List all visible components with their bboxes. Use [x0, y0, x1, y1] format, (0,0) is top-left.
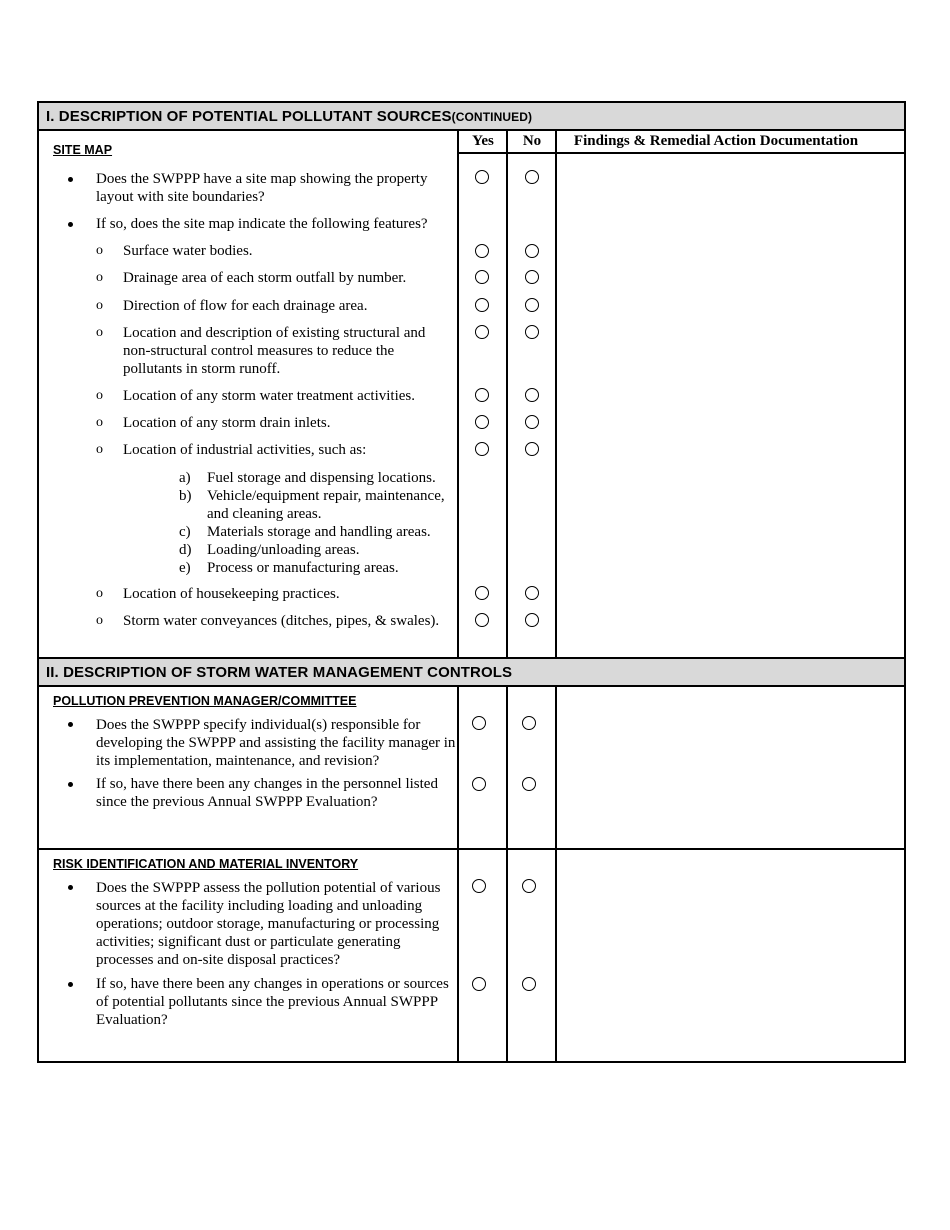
no-col-left-2	[506, 685, 508, 1063]
sub-bullet: o	[96, 243, 103, 258]
feature-conveyances: Storm water conveyances (ditches, pipes, & swales).	[123, 613, 440, 629]
industrial-vehicle-repair: Vehicle/equipment repair, maintenance, and cleaning areas.	[207, 488, 445, 522]
findings-col-left-1	[555, 129, 557, 659]
yes-radio-risk-q1[interactable]	[472, 879, 486, 893]
yes-radio-risk-q2[interactable]	[472, 977, 486, 991]
sub-bullet: o	[96, 388, 103, 403]
feature-surface-water: Surface water bodies.	[123, 243, 253, 259]
sub-bullet: o	[96, 442, 103, 457]
no-radio-treatment-activities[interactable]	[525, 388, 539, 402]
section2-title: II. DESCRIPTION OF STORM WATER MANAGEMENT CONTROLS	[46, 664, 513, 681]
industrial-letter-a: a)	[179, 470, 191, 486]
industrial-loading-areas: Loading/unloading areas.	[207, 542, 360, 558]
no-radio-pollution-q1[interactable]	[522, 716, 536, 730]
pollution-question-2: If so, have there been any changes in the personnel listed since the previous Annual SWPPP Evaluation?	[96, 776, 438, 810]
yes-radio-housekeeping[interactable]	[475, 586, 489, 600]
pollution-prevention-heading: POLLUTION PREVENTION MANAGER/COMMITTEE	[53, 694, 357, 708]
feature-drainage-area: Drainage area of each storm outfall by number.	[123, 270, 407, 286]
no-radio-flow-direction[interactable]	[525, 298, 539, 312]
section1-title-suffix: (CONTINUED)	[451, 110, 533, 124]
no-radio-drainage-area[interactable]	[525, 270, 539, 284]
feature-housekeeping: Location of housekeeping practices.	[123, 586, 340, 602]
industrial-fuel-storage: Fuel storage and dispensing locations.	[207, 470, 436, 486]
yes-column-header: Yes	[472, 133, 494, 149]
findings-cell-risk-identification[interactable]	[558, 851, 903, 1060]
section1-title	[46, 108, 532, 125]
site-map-question-1: Does the SWPPP have a site map showing the property layout with site boundaries?	[96, 171, 428, 205]
site-map-question-2: If so, does the site map indicate the following features?	[96, 216, 428, 232]
no-col-left-1	[506, 129, 508, 659]
feature-industrial-activities: Location of industrial activities, such as:	[123, 442, 367, 458]
risk-question-2: If so, have there been any changes in operations or sources of potential pollutants since the previous Annual SWPPP Evaluation?	[96, 976, 449, 1028]
yes-radio-flow-direction[interactable]	[475, 298, 489, 312]
yes-radio-pollution-q2[interactable]	[472, 777, 486, 791]
pollution-bottom-border	[38, 848, 906, 850]
yes-radio-control-measures[interactable]	[475, 325, 489, 339]
bullet	[68, 222, 73, 227]
bullet	[68, 885, 73, 890]
no-radio-risk-q2[interactable]	[522, 977, 536, 991]
table-left-border	[37, 101, 39, 1063]
table-bottom-border	[38, 1061, 906, 1063]
no-radio-control-measures[interactable]	[525, 325, 539, 339]
no-column-header: No	[522, 133, 542, 149]
yes-radio-pollution-q1[interactable]	[472, 716, 486, 730]
no-radio-industrial-activities[interactable]	[525, 442, 539, 456]
site-map-heading: SITE MAP	[53, 143, 113, 157]
yes-radio-drain-inlets[interactable]	[475, 415, 489, 429]
yes-col-left-2	[457, 685, 459, 1063]
industrial-materials-storage: Materials storage and handling areas.	[207, 524, 431, 540]
yes-radio-surface-water[interactable]	[475, 244, 489, 258]
site-map-bottom-border	[38, 657, 906, 659]
feature-control-measures: Location and description of existing structural and non-structural control measures to reduce the pollutants in storm runoff.	[123, 325, 426, 377]
sub-bullet: o	[96, 415, 103, 430]
pollution-question-1: Does the SWPPP specify individual(s) responsible for developing the SWPPP and assisting the facility manager in its implementation, maintenance, and revision?	[96, 717, 456, 769]
risk-question-1: Does the SWPPP assess the pollution potential of various sources at the facility including loading and unloading operations; outdoor storage, manufacturing or processing activities; significant dust or particulate generating processes and on-site disposal practices?	[96, 880, 441, 968]
yes-radio-treatment-activities[interactable]	[475, 388, 489, 402]
yes-radio-industrial-activities[interactable]	[475, 442, 489, 456]
yes-col-left-1	[457, 129, 459, 659]
table-top-border	[38, 101, 906, 103]
yes-radio-drainage-area[interactable]	[475, 270, 489, 284]
column-header-bottom-border	[457, 152, 906, 154]
findings-col-left-2	[555, 685, 557, 1063]
section2-bottom-border	[38, 685, 906, 687]
no-radio-site-map-q1[interactable]	[525, 170, 539, 184]
no-radio-housekeeping[interactable]	[525, 586, 539, 600]
feature-treatment-activities: Location of any storm water treatment activities.	[123, 388, 415, 404]
section1-bottom-border	[38, 129, 906, 131]
findings-cell-pollution-prevention[interactable]	[558, 688, 903, 847]
risk-identification-heading: RISK IDENTIFICATION AND MATERIAL INVENTORY	[53, 857, 359, 871]
sub-bullet: o	[96, 270, 103, 285]
bullet	[68, 722, 73, 727]
industrial-letter-c: c)	[179, 524, 191, 540]
industrial-letter-d: d)	[179, 542, 192, 558]
sub-bullet: o	[96, 325, 103, 340]
no-radio-drain-inlets[interactable]	[525, 415, 539, 429]
no-radio-risk-q1[interactable]	[522, 879, 536, 893]
section1-title-text: I. DESCRIPTION OF POTENTIAL POLLUTANT SOURCES	[46, 108, 452, 125]
yes-radio-conveyances[interactable]	[475, 613, 489, 627]
sub-bullet: o	[96, 613, 103, 628]
industrial-letter-e: e)	[179, 560, 191, 576]
no-radio-surface-water[interactable]	[525, 244, 539, 258]
findings-cell-site-map[interactable]	[558, 155, 903, 656]
table-right-border	[904, 101, 906, 1063]
industrial-process-areas: Process or manufacturing areas.	[207, 560, 399, 576]
bullet	[68, 982, 73, 987]
industrial-letter-b: b)	[179, 488, 192, 504]
feature-drain-inlets: Location of any storm drain inlets.	[123, 415, 331, 431]
bullet	[68, 782, 73, 787]
no-radio-pollution-q2[interactable]	[522, 777, 536, 791]
feature-flow-direction: Direction of flow for each drainage area.	[123, 298, 368, 314]
bullet	[68, 177, 73, 182]
findings-column-header: Findings & Remedial Action Documentation	[573, 133, 859, 149]
yes-radio-site-map-q1[interactable]	[475, 170, 489, 184]
no-radio-conveyances[interactable]	[525, 613, 539, 627]
sub-bullet: o	[96, 586, 103, 601]
sub-bullet: o	[96, 298, 103, 313]
